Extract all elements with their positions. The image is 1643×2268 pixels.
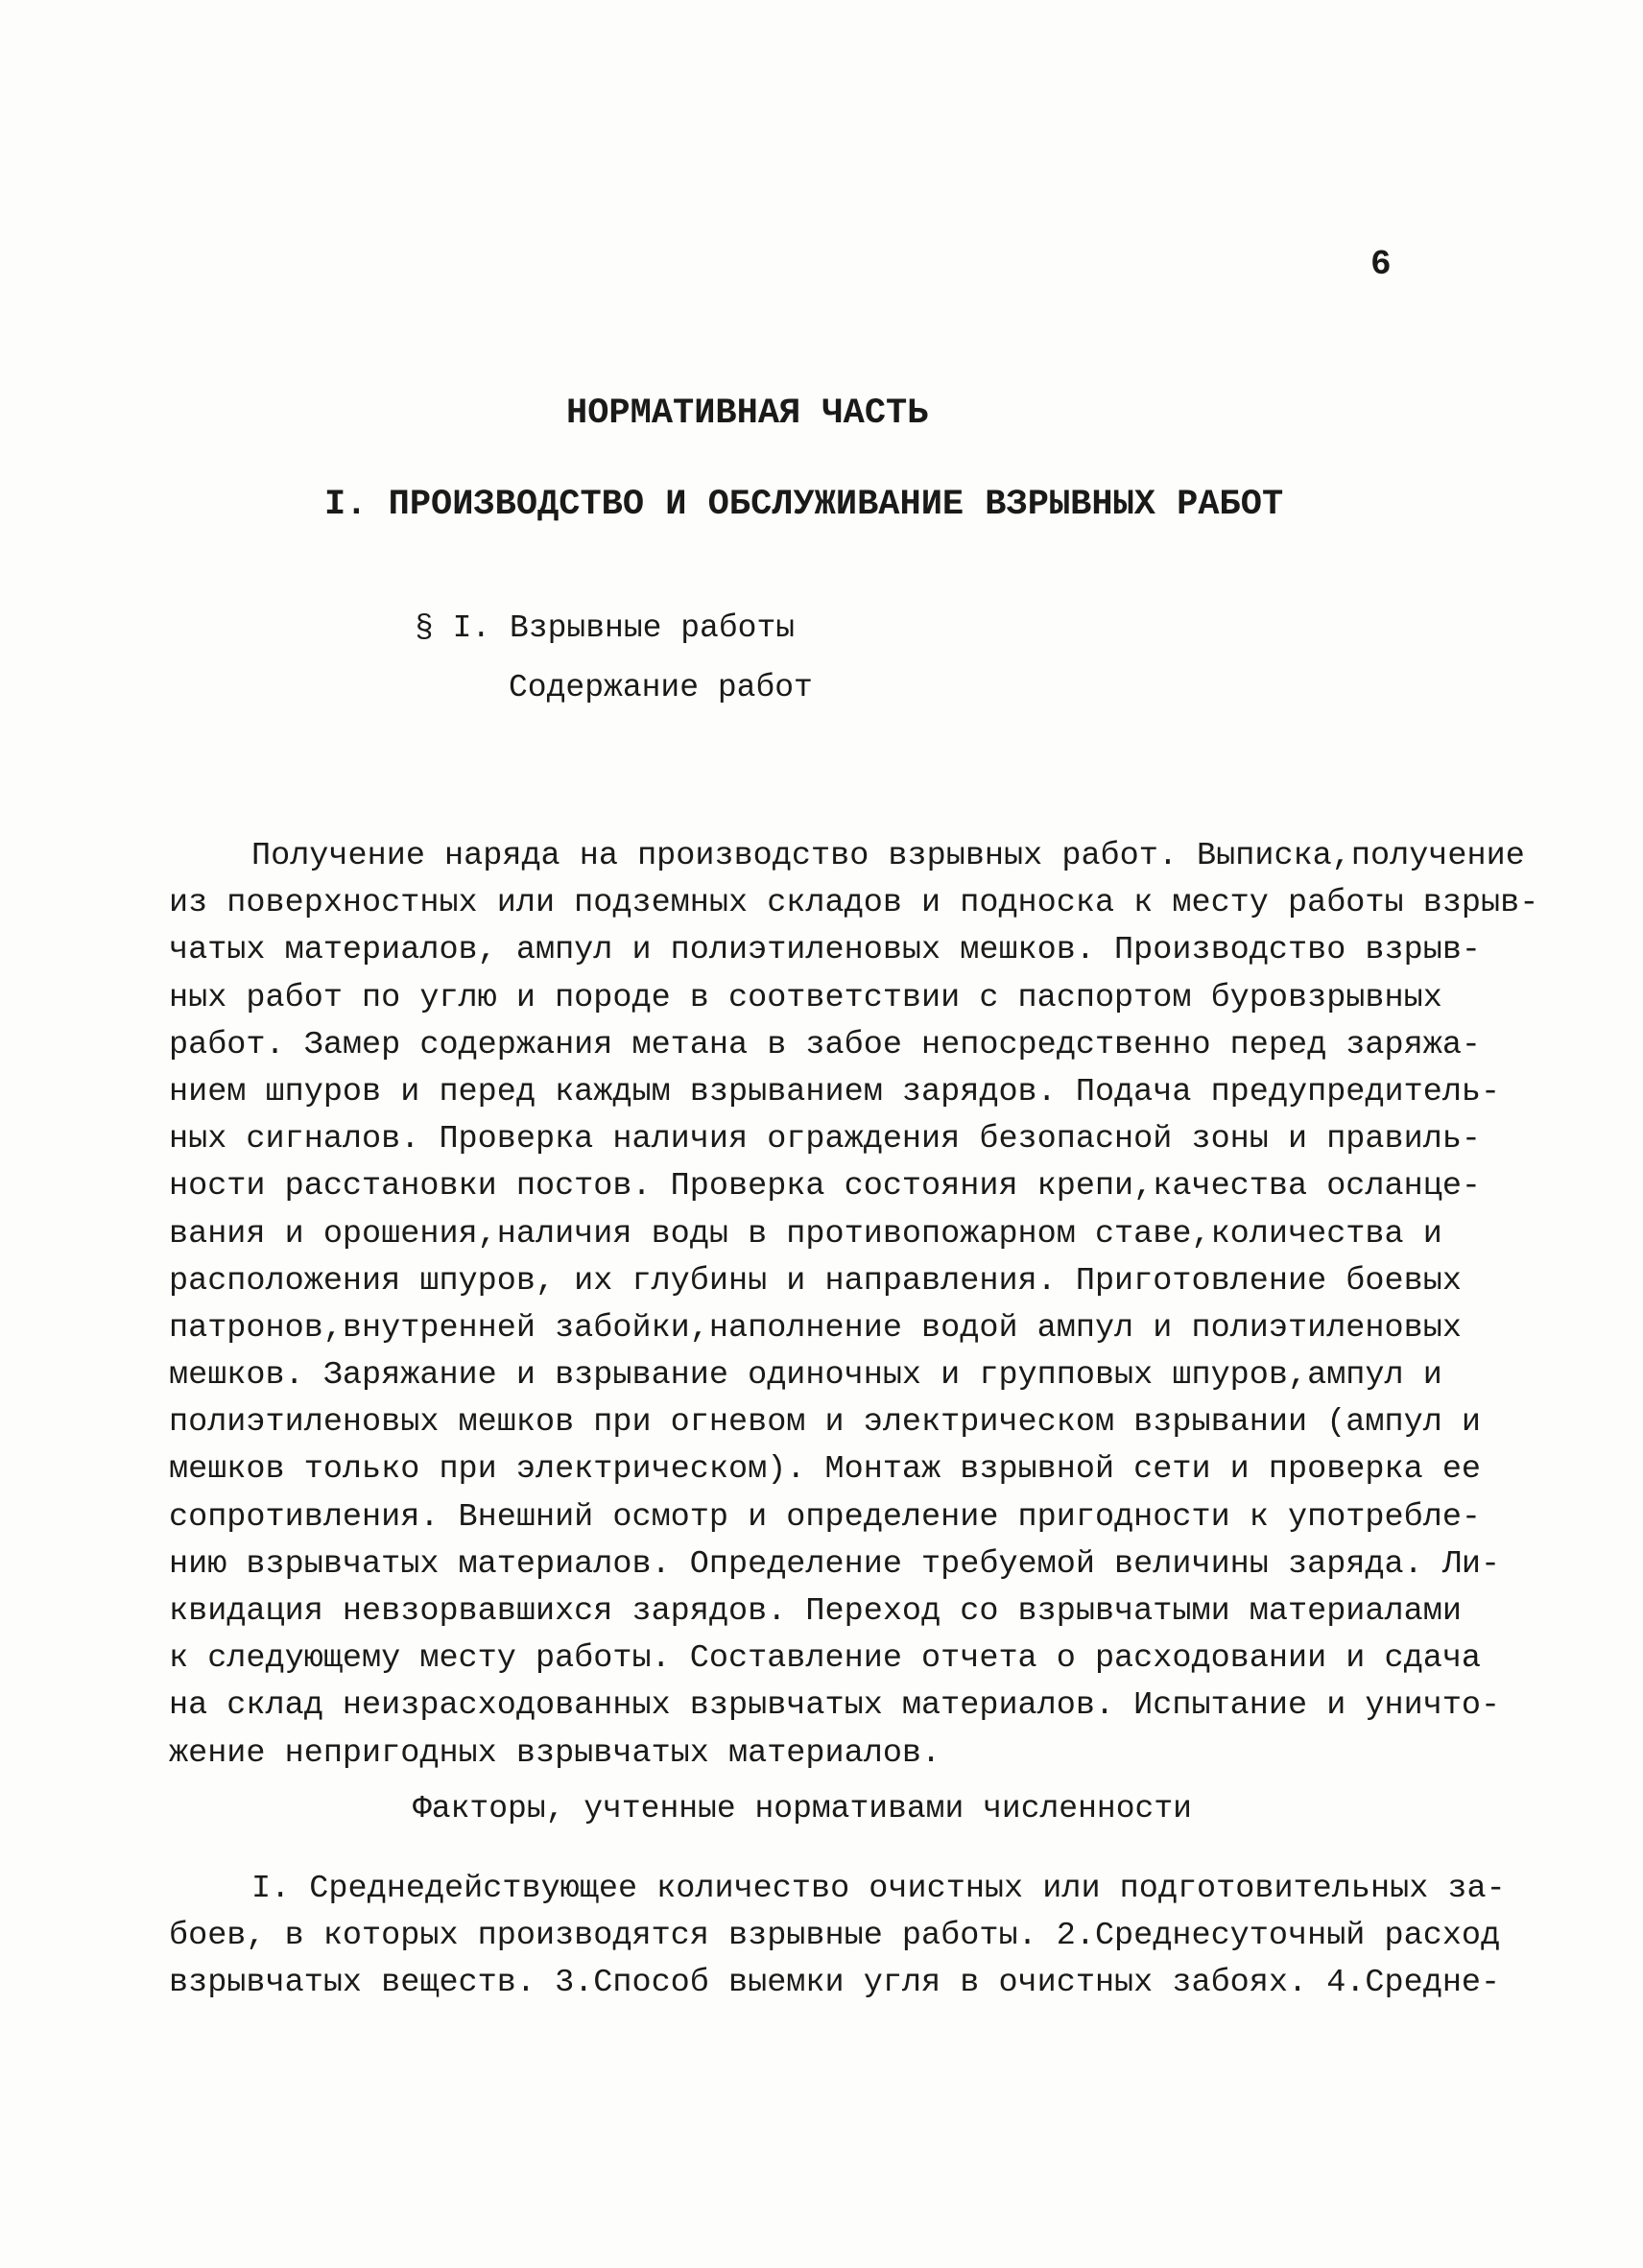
paragraph-subheading: Содержание работ xyxy=(509,670,813,705)
text-line: расположения шпуров, их глубины и направления. Приготовление боевых xyxy=(169,1262,1462,1300)
text-line: Получение наряда на производство взрывных работ. Выписка,получение xyxy=(251,838,1525,874)
text-line: I. Среднедействующее количество очистных или подготовительных за- xyxy=(251,1871,1506,1907)
text-line: работ. Замер содержания метана в забое непосредственно перед заряжа- xyxy=(169,1026,1482,1063)
text-line: чатых материалов, ампул и полиэтиленовых мешков. Производство взрыв- xyxy=(169,932,1482,969)
page-number: 6 xyxy=(1370,245,1392,284)
chapter-title: I. ПРОИЗВОДСТВО И ОБСЛУЖИВАНИЕ ВЗРЫВНЫХ РАБОТ xyxy=(324,485,1284,525)
paragraph-heading: § I. Взрывные работы xyxy=(415,610,796,646)
text-line: к следующему месту работы. Составление отчета о расходовании и сдача xyxy=(169,1640,1482,1678)
text-line: ности расстановки постов. Проверка состояния крепи,качества осланце- xyxy=(169,1168,1482,1206)
text-line: нием шпуров и перед каждым взрыванием зарядов. Подача предупредитель- xyxy=(169,1073,1501,1110)
work-content-paragraph xyxy=(169,833,1539,1778)
text-line: нию взрывчатых материалов. Определение требуемой величины заряда. Ли- xyxy=(169,1545,1501,1583)
text-line: боев, в которых производятся взрывные работы. 2.Среднесуточный расход xyxy=(169,1918,1501,1955)
text-line: вания и орошения,наличия воды в противопожарном ставе,количества и xyxy=(169,1215,1442,1253)
text-line: квидация невзорвавшихся зарядов. Переход со взрывчатыми материалами xyxy=(169,1593,1462,1630)
text-line: мешков только при электрическом). Монтаж взрывной сети и проверка ее xyxy=(169,1451,1482,1489)
text-line: патронов,внутренней забойки,наполнение водой ампул и полиэтиленовых xyxy=(169,1309,1462,1347)
text-line: ных сигналов. Проверка наличия ограждения безопасной зоны и правиль- xyxy=(169,1121,1482,1158)
text-line: мешков. Заряжание и взрывание одиночных и групповых шпуров,ампул и xyxy=(169,1357,1442,1395)
text-line: из поверхностных или подземных складов и подноска к месту работы взрыв- xyxy=(169,885,1539,922)
text-line: на склад неизрасходованных взрывчатых материалов. Испытание и уничто- xyxy=(169,1687,1501,1725)
text-line: жение непригодных взрывчатых материалов. xyxy=(169,1734,941,1772)
text-line: сопротивления. Внешний осмотр и определение пригодности к употребле- xyxy=(169,1498,1482,1536)
text-line: взрывчатых веществ. 3.Способ выемки угля в очистных забоях. 4.Средне- xyxy=(169,1965,1501,2002)
section-title: НОРМАТИВНАЯ ЧАСТЬ xyxy=(566,394,929,434)
text-line: полиэтиленовых мешков при огневом и электрическом взрывании (ампул и xyxy=(169,1404,1482,1442)
factors-paragraph xyxy=(169,1866,1506,2008)
factors-heading: Факторы, учтенные нормативами численности xyxy=(413,1791,1192,1826)
text-line: ных работ по углю и породе в соответствии с паспортом буровзрывных xyxy=(169,979,1442,1016)
